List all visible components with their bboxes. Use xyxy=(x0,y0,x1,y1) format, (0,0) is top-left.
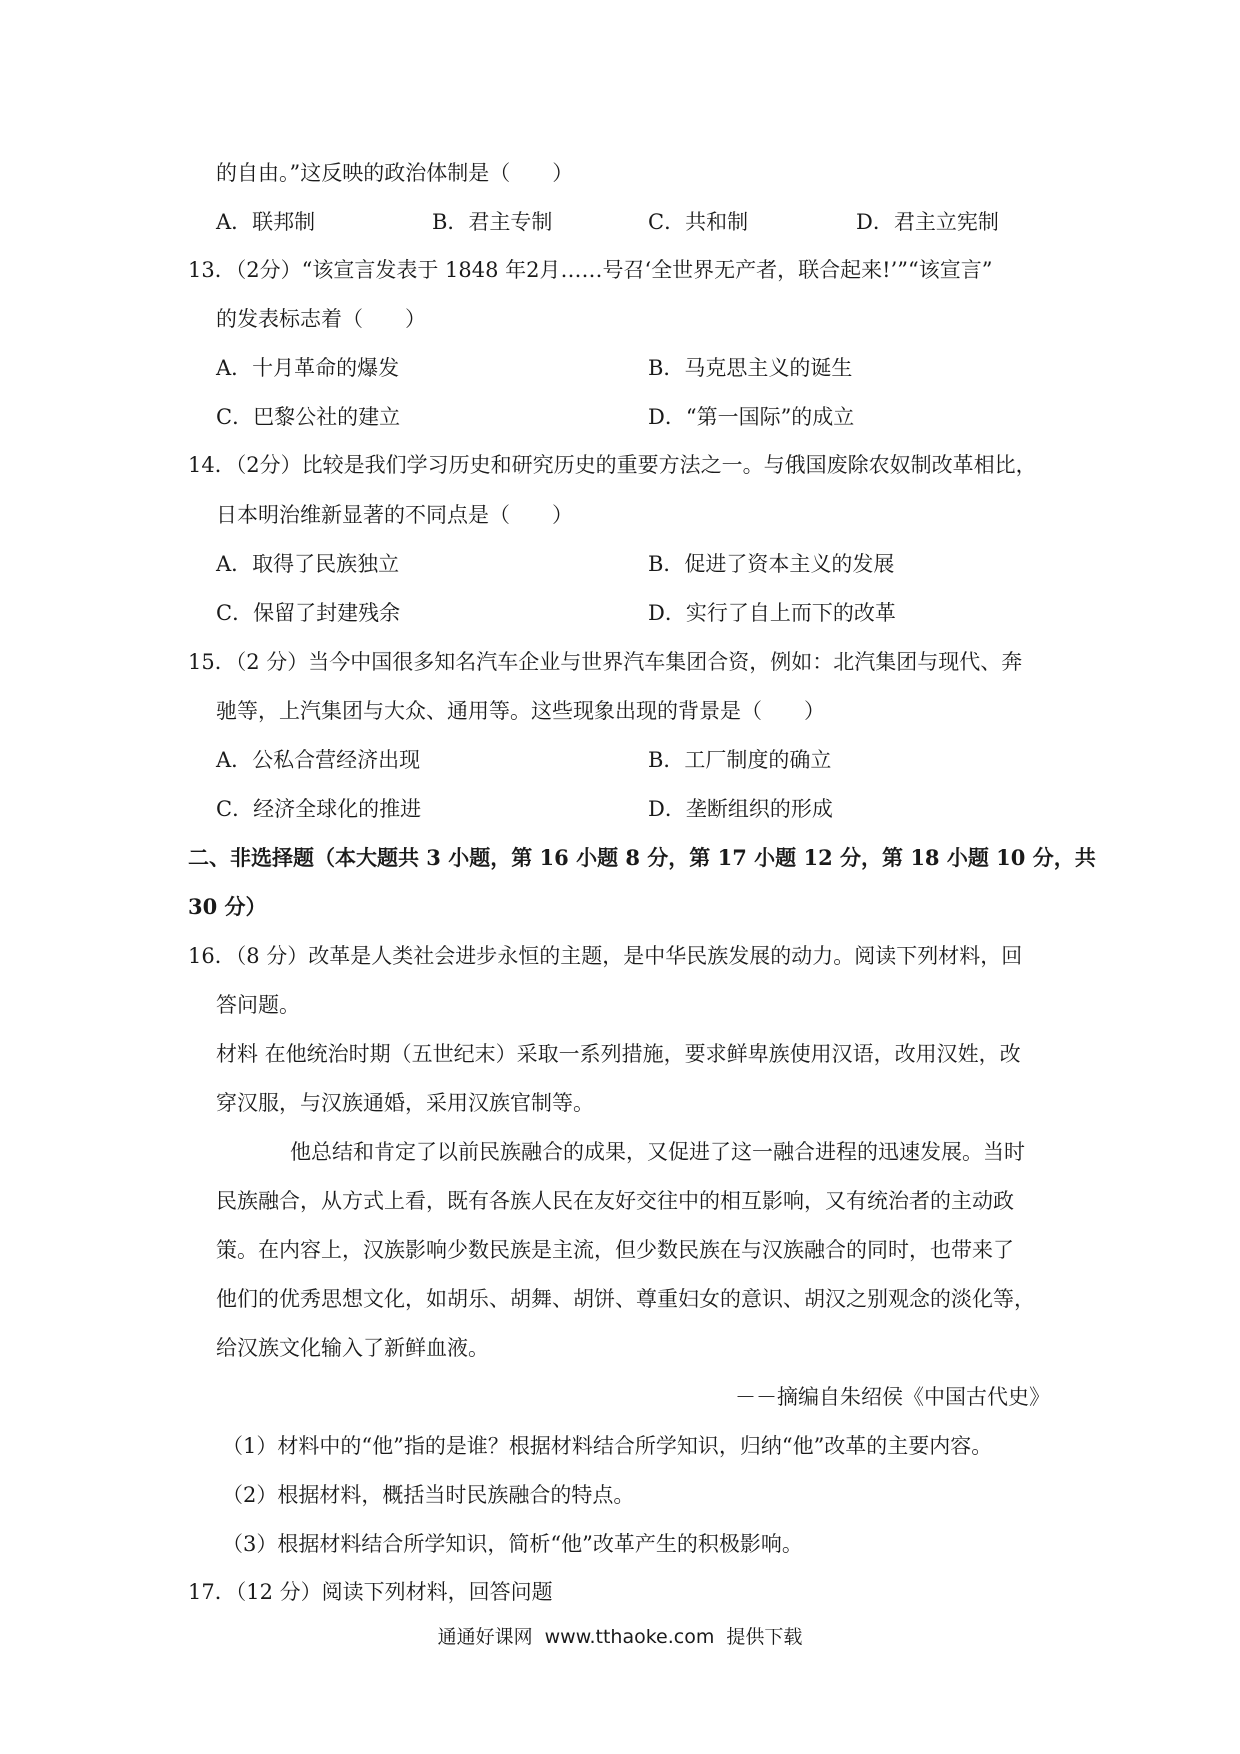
q14-stem-line2: 日本明治维新显著的不同点是（ ） xyxy=(216,503,573,527)
q14-stem-line1: 14．（2分）比较是我们学习历史和研究历史的重要方法之一。与俄国废除农奴制改革相比， xyxy=(188,453,1037,477)
q15-option-a: A．公私合营经济出现 xyxy=(216,748,421,772)
q12-option-a: A．联邦制 xyxy=(216,210,316,234)
q13-option-b: B．马克思主义的诞生 xyxy=(648,356,853,380)
q16-material-line: 民族融合，从方式上看，既有各族人民在友好交往中的相互影响，又有统治者的主动政 xyxy=(216,1189,1014,1213)
q12-option-d: D．君主立宪制 xyxy=(856,210,999,234)
q13-option-d: D．“第一国际”的成立 xyxy=(648,405,855,429)
q16-material-line: 给汉族文化输入了新鲜血液。 xyxy=(216,1336,489,1360)
footer-note: 提供下载 xyxy=(726,1626,803,1648)
q16-material-line: 他们的优秀思想文化，如胡乐、胡舞、胡饼、尊重妇女的意识、胡汉之别观念的淡化等， xyxy=(216,1287,1035,1311)
q17-stem-line1: 17．（12 分）阅读下列材料，回答问题 xyxy=(188,1580,553,1604)
q12-text: 的自由。”这反映的政治体制是（ ） xyxy=(216,161,574,185)
q16-material-line: 他总结和肯定了以前民族融合的成果，又促进了这一融合进程的迅速发展。当时 xyxy=(290,1140,1025,1164)
page-footer xyxy=(0,1623,1240,1651)
q13-option-c: C．巴黎公社的建立 xyxy=(216,405,401,429)
q14-option-b: B．促进了资本主义的发展 xyxy=(648,552,895,576)
q14-option-c: C．保留了封建残余 xyxy=(216,601,401,625)
q16-sub-question-2: （2）根据材料，概括当时民族融合的特点。 xyxy=(222,1483,635,1507)
q15-stem-line1: 15．（2 分）当今中国很多知名汽车企业与世界汽车集团合资，例如：北汽集团与现代、奔 xyxy=(188,650,1023,674)
q16-material-line: 穿汉服，与汉族通婚，采用汉族官制等。 xyxy=(216,1091,594,1115)
q12-option-b: B．君主专制 xyxy=(432,210,553,234)
q12-option-c: C．共和制 xyxy=(648,210,749,234)
section2-heading-line2: 30 分） xyxy=(188,894,267,919)
q16-sub-question-3: （3）根据材料结合所学知识，简析“他”改革产生的积极影响。 xyxy=(222,1532,803,1556)
footer-site-name: 通通好课网 xyxy=(437,1626,533,1648)
q15-option-b: B．工厂制度的确立 xyxy=(648,748,832,772)
footer-url: www.tthaoke.com xyxy=(544,1626,715,1648)
q13-stem-line2: 的发表标志着（ ） xyxy=(216,307,426,331)
q16-stem-line2: 答问题。 xyxy=(216,993,300,1017)
q16-material-line: 材料 在他统治时期（五世纪末）采取一系列措施，要求鲜卑族使用汉语，改用汉姓，改 xyxy=(216,1042,1021,1066)
q16-material-line: 策。在内容上，汉族影响少数民族是主流，但少数民族在与汉族融合的同时，也带来了 xyxy=(216,1238,1014,1262)
q15-option-c: C．经济全球化的推进 xyxy=(216,797,422,821)
section2-heading-line1: 二、非选择题（本大题共 3 小题，第 16 小题 8 分，第 17 小题 12 分，第 18 小题 10 分，共 xyxy=(188,845,1096,870)
q16-source: －－摘编自朱绍侯《中国古代史》 xyxy=(735,1385,1050,1409)
q15-option-d: D．垄断组织的形成 xyxy=(648,797,833,821)
q14-option-d: D．实行了自上而下的改革 xyxy=(648,601,896,625)
q13-stem-line1: 13．（2分）“该宣言发表于 1848 年2月……号召‘全世界无产者，联合起来!’”“该宣言” xyxy=(188,258,993,282)
q13-option-a: A．十月革命的爆发 xyxy=(216,356,400,380)
q16-sub-question-1: （1）材料中的“他”指的是谁？根据材料结合所学知识，归纳“他”改革的主要内容。 xyxy=(222,1434,993,1458)
q14-option-a: A．取得了民族独立 xyxy=(216,552,400,576)
q15-stem-line2: 驰等，上汽集团与大众、通用等。这些现象出现的背景是（ ） xyxy=(216,699,825,723)
q16-stem-line1: 16．（8 分）改革是人类社会进步永恒的主题，是中华民族发展的动力。阅读下列材料，回 xyxy=(188,944,1023,968)
